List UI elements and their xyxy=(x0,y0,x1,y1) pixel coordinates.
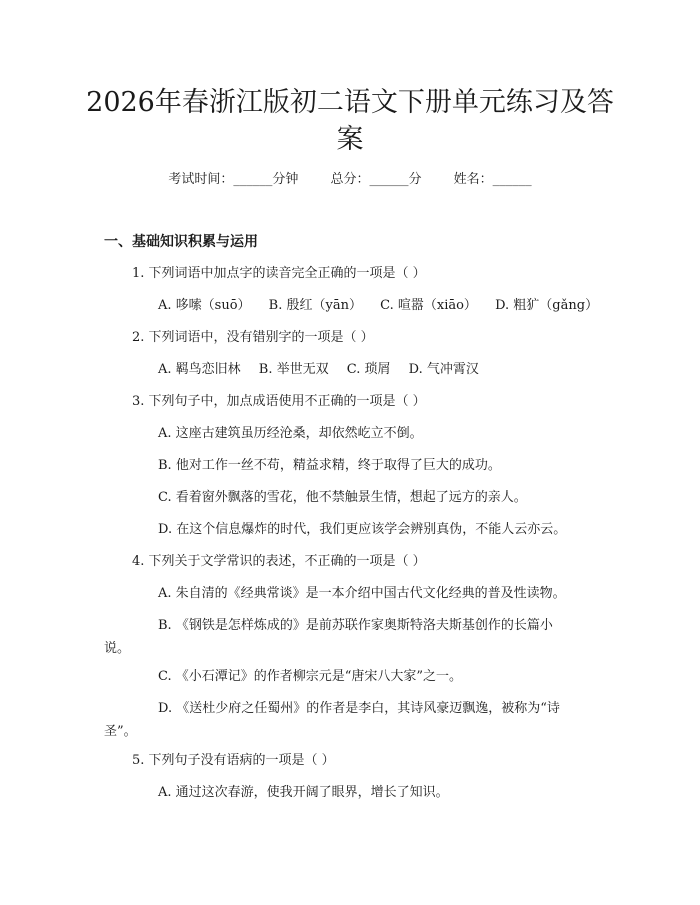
option-b: B. 殷红（yān） xyxy=(268,298,362,313)
question-4-option-a: A. 朱自清的《经典常谈》是一本介绍中国古代文化经典的普及性读物。 xyxy=(158,586,566,601)
question-4-option-c: C. 《小石潭记》的作者柳宗元是“唐宋八大家”之一。 xyxy=(158,669,463,684)
question-1: 1. 下列词语中加点字的读音完全正确的一项是（ ） xyxy=(132,266,426,281)
student-name: 姓名：______ xyxy=(453,172,532,187)
question-3: 3. 下列句子中，加点成语使用不正确的一项是（ ） xyxy=(132,394,426,409)
option-c: C. 琐屑 xyxy=(346,362,391,377)
title-line-1: 2026年春浙江版初二语文下册单元练习及答 xyxy=(86,87,614,118)
section-heading: 一、基础知识积累与运用 xyxy=(104,234,258,250)
option-a: A. 哆嗦（suō） xyxy=(158,298,251,313)
question-3-option-b: B. 他对工作一丝不苟，精益求精，终于取得了巨大的成功。 xyxy=(158,458,501,473)
question-5-option-a: A. 通过这次春游，使我开阔了眼界，增长了知识。 xyxy=(158,785,449,800)
question-4: 4. 下列关于文学常识的表述，不正确的一项是（ ） xyxy=(132,554,426,569)
question-4-option-d-cont: 圣”。 xyxy=(104,724,137,739)
question-2: 2. 下列词语中，没有错别字的一项是（ ） xyxy=(132,330,374,345)
option-d: D. 粗犷（gǎng） xyxy=(495,298,599,313)
exam-score: 总分：______分 xyxy=(330,172,422,187)
option-d: D. 气冲霄汉 xyxy=(408,362,479,377)
question-5: 5. 下列句子没有语病的一项是（ ） xyxy=(132,753,335,768)
question-3-option-c: C. 看着窗外飘落的雪花，他不禁触景生情，想起了远方的亲人。 xyxy=(158,490,527,505)
title-line-2: 案 xyxy=(336,124,364,155)
option-b: B. 举世无双 xyxy=(258,362,329,377)
question-4-option-b-cont: 说。 xyxy=(104,641,131,656)
question-2-options xyxy=(158,358,493,377)
question-3-option-d: D. 在这个信息爆炸的时代，我们更应该学会辨别真伪，不能人云亦云。 xyxy=(158,522,567,537)
question-4-option-d: D. 《送杜少府之任蜀州》的作者是李白，其诗风豪迈飘逸，被称为“诗 xyxy=(158,701,560,716)
option-a: A. 羁鸟恋旧林 xyxy=(158,362,241,377)
question-4-option-b: B. 《钢铁是怎样炼成的》是前苏联作家奥斯特洛夫斯基创作的长篇小 xyxy=(158,618,553,633)
document-title xyxy=(60,84,640,158)
option-c: C. 喧嚣（xiāo） xyxy=(380,298,477,313)
exam-meta xyxy=(0,168,700,187)
question-3-option-a: A. 这座古建筑虽历经沧桑，却依然屹立不倒。 xyxy=(158,426,423,441)
question-1-options xyxy=(158,294,612,313)
exam-time: 考试时间：______分钟 xyxy=(168,172,299,187)
